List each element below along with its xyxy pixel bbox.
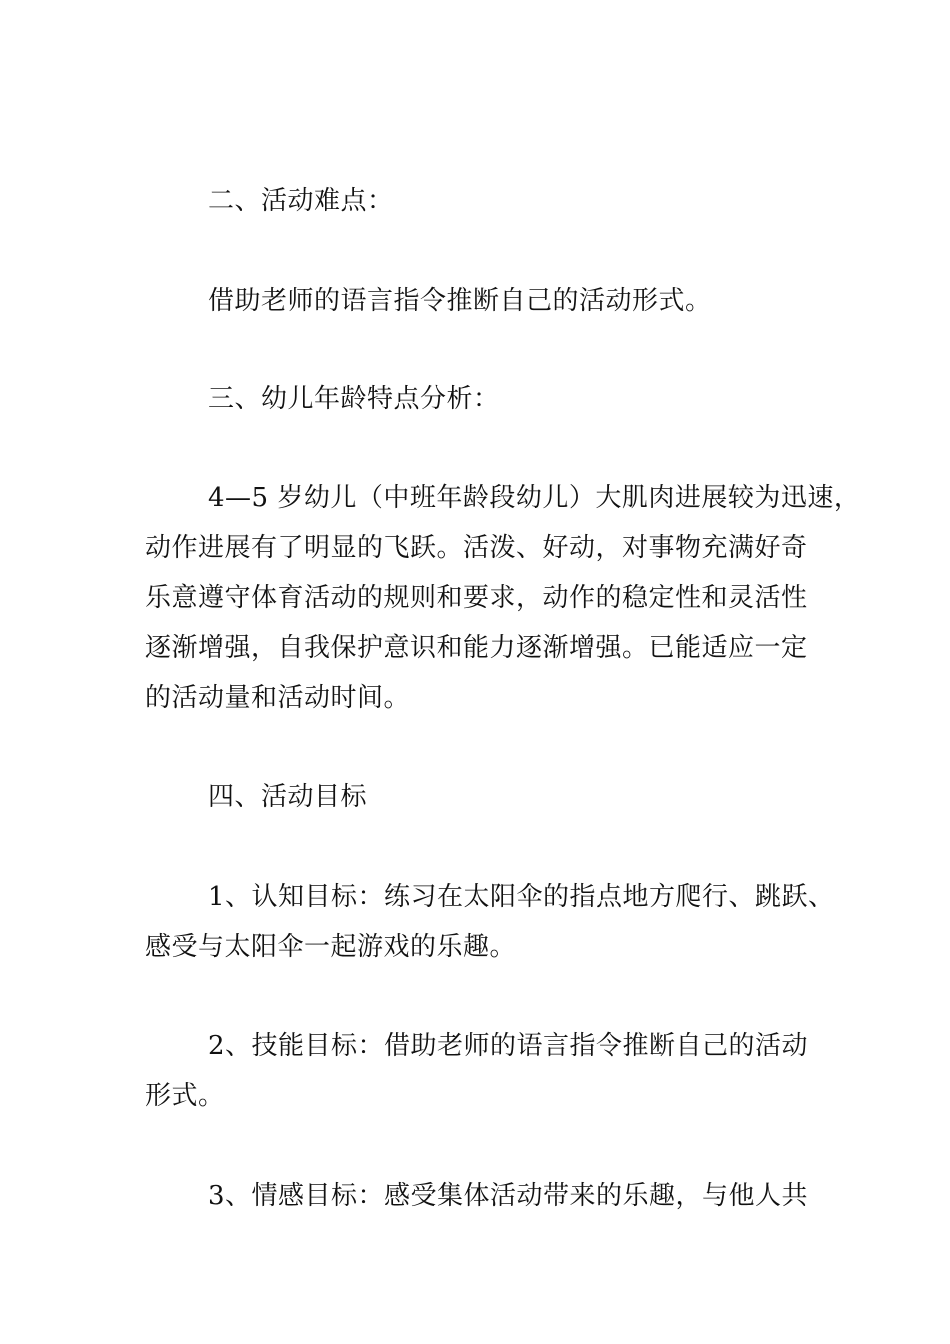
goal2-line: 形式。 <box>145 1081 225 1111</box>
section2-body: 借助老师的语言指令推断自己的活动形式。 <box>208 286 712 316</box>
section2-heading: 二、活动难点： <box>208 186 394 216</box>
section3-body-line: 4—5 岁幼儿（中班年龄段幼儿）大肌肉进展较为迅速， <box>208 483 861 513</box>
goal1-line: 感受与太阳伞一起游戏的乐趣。 <box>145 932 517 962</box>
section3-heading: 三、幼儿年龄特点分析： <box>208 384 500 414</box>
section3-body-line: 动作进展有了明显的飞跃。活泼、好动，对事物充满好奇 <box>145 533 808 563</box>
goal2-line: 2、技能目标：借助老师的语言指令推断自己的活动 <box>208 1031 809 1061</box>
goal1-line: 1、认知目标：练习在太阳伞的指点地方爬行、跳跃、 <box>208 882 835 912</box>
section3-body-line: 乐意遵守体育活动的规则和要求，动作的稳定性和灵活性 <box>145 583 808 613</box>
section3-body-line: 逐渐增强，自我保护意识和能力逐渐增强。已能适应一定 <box>145 633 808 663</box>
section3-body-line: 的活动量和活动时间。 <box>145 683 411 713</box>
section4-heading: 四、活动目标 <box>208 782 368 812</box>
goal3-line: 3、情感目标：感受集体活动带来的乐趣，与他人共 <box>208 1181 809 1211</box>
